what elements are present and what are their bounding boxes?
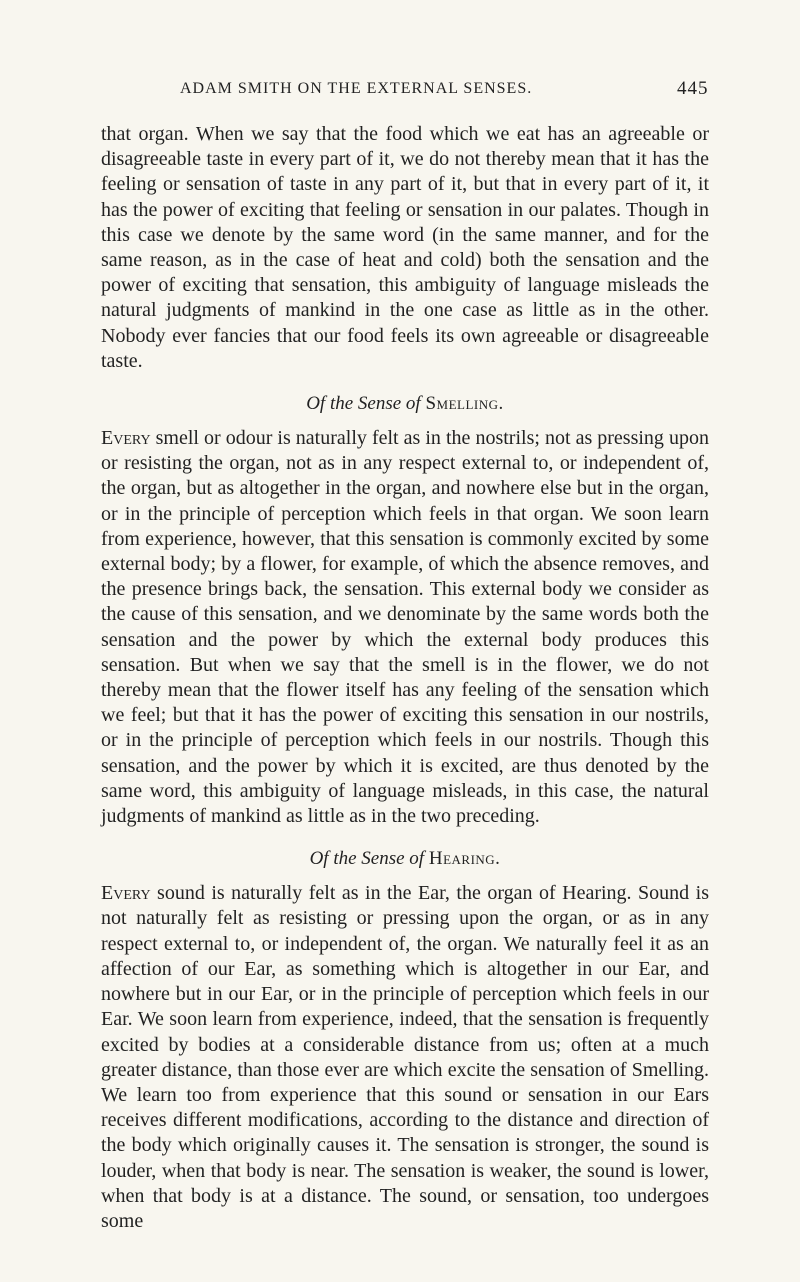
paragraph-taste-continued: that organ. When we say that the food which we eat has an agreeable or disagreeable taste in every part of it, we do not thereby mean that it has the feeling or sensation of taste in any part of it, but that in every part of it, it has the power of exciting that feeling or sensation in our palates. Though in this case we denote by the same word (in the same manner, and for the same reason, as in the case of heat and cold) both the sensation and the power of exciting that sensation, this ambiguity of language misleads the natural judgments of mankind in the one case as little as in the other. Nobody ever fancies that our food feels its own agreeable or disagreeable taste.: [101, 123, 709, 372]
heading-prefix: Of the Sense of: [306, 393, 421, 415]
paragraph-smelling: [101, 426, 709, 829]
paragraph-hearing-text: sound is naturally felt as in the Ear, the organ of Hearing. Sound is not naturally felt as resisting or pressing upon the organ, or as in any respect external to, or independent of, the organ. We naturally feel it as an affection of our Ear, as something which is altogether in our Ear, and nowhere but in our Ear, or in the principle of perception which feels in our Ear. We soon learn from experience, indeed, that the sensation is frequently excited by bodies at a considerable distance from us; often at a much greater distance, than those ever are which excite the sensation of Smelling. We learn too from experience that this sound or sensation in our Ears receives different modifications, according to the distance and direction of the body which originally causes it. The sensation is stronger, the sound is louder, when that body is near. The sensation is weaker, the sound is lower, when that body is at a distance. The sound, or sensation, too undergoes some: [101, 882, 709, 1232]
paragraph-lead-word: Every: [101, 427, 151, 450]
heading-term: Smelling.: [425, 393, 504, 415]
page-body: [101, 122, 709, 1234]
running-title: ADAM SMITH ON THE EXTERNAL SENSES.: [180, 80, 533, 97]
section-heading-smelling: [101, 392, 709, 416]
paragraph-lead-word: Every: [101, 882, 151, 905]
section-heading-hearing: [101, 847, 709, 871]
heading-term: Hearing.: [428, 848, 501, 870]
page-number: 445: [677, 78, 709, 99]
paragraph-hearing: [101, 881, 709, 1234]
heading-prefix: Of the Sense of: [309, 848, 425, 870]
paragraph-smelling-text: smell or odour is naturally felt as in the nostrils; not as pressing upon or resisting the organ, not as in any respect external to, or independent of, the organ, but as altogether in the organ, and nowhere else but in the organ, or in the principle of perception which feels in that organ. We soon learn from experience, however, that this sensation is commonly excited by some external body; by a flower, for example, of which the absence removes, and the presence brings back, the sensation. This external body we consider as the cause of this sensation, and we denominate by the same words both the sensation and the power by which the external body produces this sensation. But when we say that the smell is in the flower, we do not thereby mean that the flower itself has any feeling of the sensation which we feel; but that it has the power of exciting this sensation in our nostrils, or in the principle of perception which feels in our nostrils. Though this sensation, and the power by which it is excited, are thus denoted by the same word, this ambiguity of language misleads, in this case, the natural judgments of mankind as little as in the two preceding.: [101, 427, 709, 828]
